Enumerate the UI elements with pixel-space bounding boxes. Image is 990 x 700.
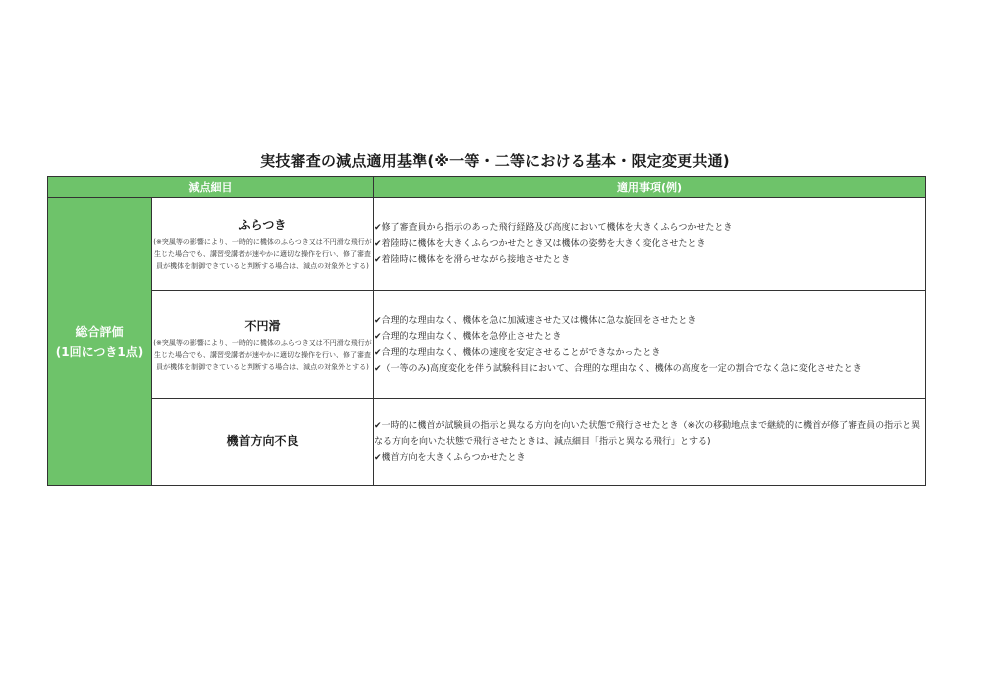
cases-cell [374,291,926,399]
case-item: ✔合理的な理由なく、機体を急に加減速させた又は機体に急な旋回をさせたとき [374,315,697,326]
header-items: 減点細目 [48,177,374,198]
deduction-table [47,176,926,486]
case-item: ✔（一等のみ)高度変化を伴う試験科目において、合理的な理由なく、機体の高度を一定の割合でなく急に変化させたとき [374,363,862,374]
case-item: ✔一時的に機首が試験員の指示と異なる方向を向いた状態で飛行させたとき（※次の移動地点まで継続的に機首が修了審査員の指示と異なる方向を向いた状態で飛行させたときは、減点細目「指示と異なる飛行」とする) [374,421,921,447]
table-row [48,399,926,486]
table-row [48,291,926,399]
item-note: (※突風等の影響により、一時的に機体のふらつき又は不円滑な飛行が生じた場合でも、講習受講者が速やかに適切な操作を行い、修了審査員が機体を制御できていると判断する場合は、減点の対象外とする) [153,238,372,270]
category-label: 総合評価 [75,324,124,339]
case-item: ✔合理的な理由なく、機体の速度を安定させることができなかったとき [374,347,661,358]
case-item: ✔修了審査員から指示のあった飛行経路及び高度において機体を大きくふらつかせたとき [374,223,733,233]
case-item: ✔機首方向を大きくふらつかせたとき [374,453,526,463]
case-item: ✔合理的な理由なく、機体を急停止させたとき [374,331,562,342]
item-title: 不円滑 [244,318,281,333]
item-cell [152,291,374,399]
item-title: ふらつき [238,218,287,232]
case-item: ✔着陸時に機体をを滑らせながら接地させたとき [374,255,571,265]
header-cases: 適用事項(例) [374,177,926,198]
category-sublabel: (1回につき1点) [55,344,144,359]
item-cell [152,198,374,291]
category-cell [48,198,152,486]
cases-cell [374,198,926,291]
table-row [48,198,926,291]
cases-cell [374,399,926,486]
header-row [48,177,926,198]
item-cell [152,399,374,486]
item-title: 機首方向不良 [226,434,299,448]
case-item: ✔着陸時に機体を大きくふらつかせたとき又は機体の姿勢を大きく変化させたとき [374,239,706,249]
page-title: 実技審査の減点適用基準(※一等・二等における基本・限定変更共通) [260,152,730,170]
item-note: (※突風等の影響により、一時的に機体のふらつき又は不円滑な飛行が生じた場合でも、講習受講者が速やかに適切な操作を行い、修了審査員が機体を制御できていると判断する場合は、減点の対象外とする) [153,338,372,371]
